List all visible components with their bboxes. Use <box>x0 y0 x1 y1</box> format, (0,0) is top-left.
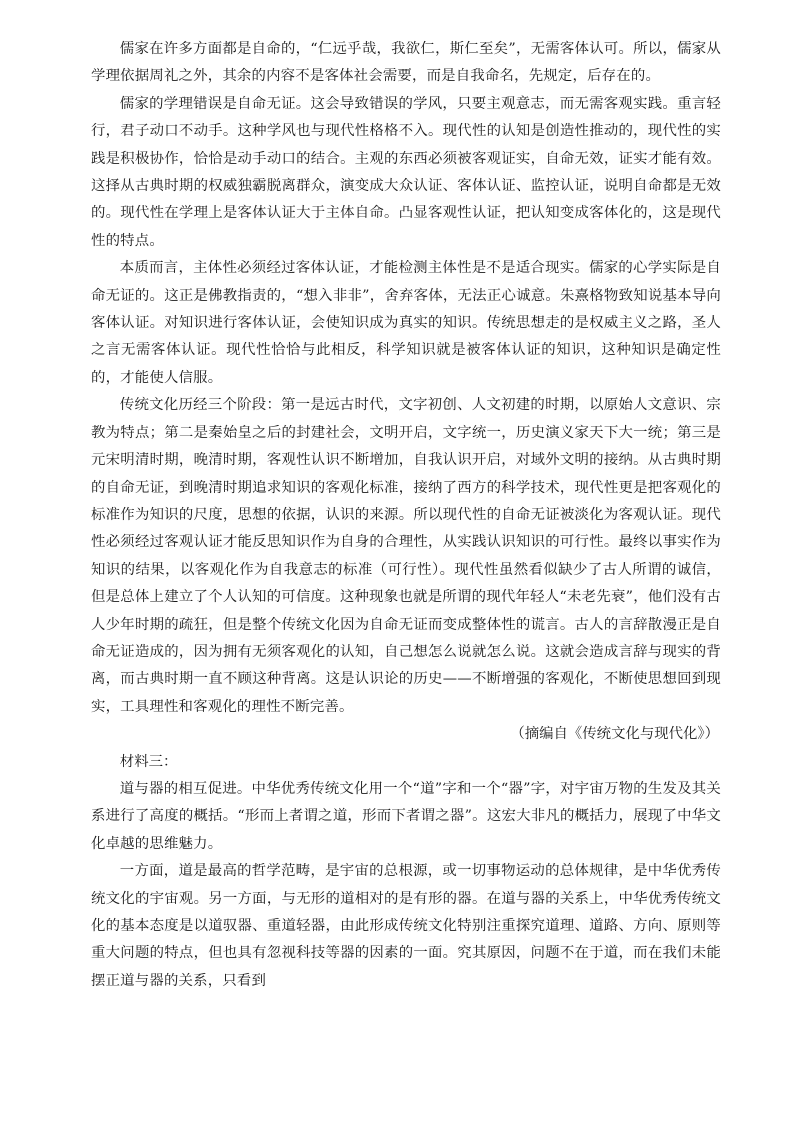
material-heading: 材料三： <box>119 753 178 770</box>
paragraph-1: 儒家在许多方面都是自命的，“仁远乎哉，我欲仁，斯仁至矣”，无需客体认可。所以，儒家从学理依据周礼之外，其余的内容不是客体社会需要，而是自我命名，先规定，后存在的。 <box>91 41 721 85</box>
paragraph-2: 儒家的学理错误是自命无证。这会导致错误的学风，只要主观意志，而无需客观实践。重言轻行，君子动口不动手。这种学风也与现代性格格不入。现代性的认知是创造性推动的，现代性的实践是积极协作，恰恰是动手动口的结合。主观的东西必须被客观证实，自命无效，证实才能有效。这择从古典时期的权威独霸脱离群众，演变成大众认证、客体认证、监控认证，说明自命都是无效的。现代性在学理上是客体认证大于主体自命。凸显客观性认证，把认知变成客体化的，这是现代性的特点。 <box>91 95 721 249</box>
paragraph-3: 本质而言，主体性必须经过客体认证，才能检测主体性是不是适合现实。儒家的心学实际是自命无证的。这正是佛教指责的，“想入非非”，舍弃客体，无法正心诚意。朱熹格物致知说基本导向客体认证。对知识进行客体认证，会使知识成为真实的知识。传统思想走的是权威主义之路，圣人之言无需客体认证。现代性恰恰与此相反，科学知识就是被客体认证的知识，这种知识是确定性的，才能使人信服。 <box>91 260 721 386</box>
paragraph-5: 道与器的相互促进。中华优秀传统文化用一个“道”字和一个“器”字，对宇宙万物的生发及其关系进行了高度的概括。“形而上者谓之道，形而下者谓之器”。这宏大非凡的概括力，展现了中华文化卓越的思维魅力。 <box>91 780 721 852</box>
document-page <box>91 36 721 995</box>
paragraph-6: 一方面，道是最高的哲学范畴，是宇宙的总根源，或一切事物运动的总体规律，是中华优秀传统文化的宇宙观。另一方面，与无形的道相对的是有形的器。在道与器的关系上，中华优秀传统文化的基本态度是以道驭器、重道轻器，由此形成传统文化特别注重探究道理、道路、方向、原则等重大问题的特点，但也具有忽视科技等器的因素的一面。究其原因，问题不在于道，而在我们未能摆正道与器的关系，只看到 <box>91 863 721 989</box>
paragraph-4: 传统文化历经三个阶段：第一是远古时代，文字初创、人文初建的时期，以原始人文意识、宗教为特点；第二是秦始皇之后的封建社会，文明开启，文字统一，历史演义家天下大一统；第三是元宋明清时期，晚清时期，客观性认识不断增加，自我认识开启，对域外文明的接纳。从古典时期的自命无证，到晚清时期追求知识的客观化标准，接纳了西方的科学技术，现代性更是把客观化的标准作为知识的尺度，思想的依据，认识的来源。所以现代性的自命无证被淡化为客观认证。现代性必须经过客观认证才能反思知识作为自身的合理性，从实践认识知识的可行性。最终以事实作为知识的结果，以客观化作为自我意志的标准（可行性）。现代性虽然看似缺少了古人所谓的诚信，但是总体上建立了个人认知的可信度。这种现象也就是所谓的现代年轻人“未老先衰”，他们没有古人少年时期的疏狂，但是整个传统文化因为自命无证而变成整体性的谎言。古人的言辞散漫正是自命无证造成的，因为拥有无须客观化的认知，自己想怎么说就怎么说。这就会造成言辞与现实的背离，而古典时期一直不顾这种背离。这是认识论的历史——不断增强的客观化，不断使思想回到现实，工具理性和客观化的理性不断完善。 <box>91 397 721 715</box>
source-citation: （摘编自《传统文化与现代化》） <box>510 726 719 743</box>
